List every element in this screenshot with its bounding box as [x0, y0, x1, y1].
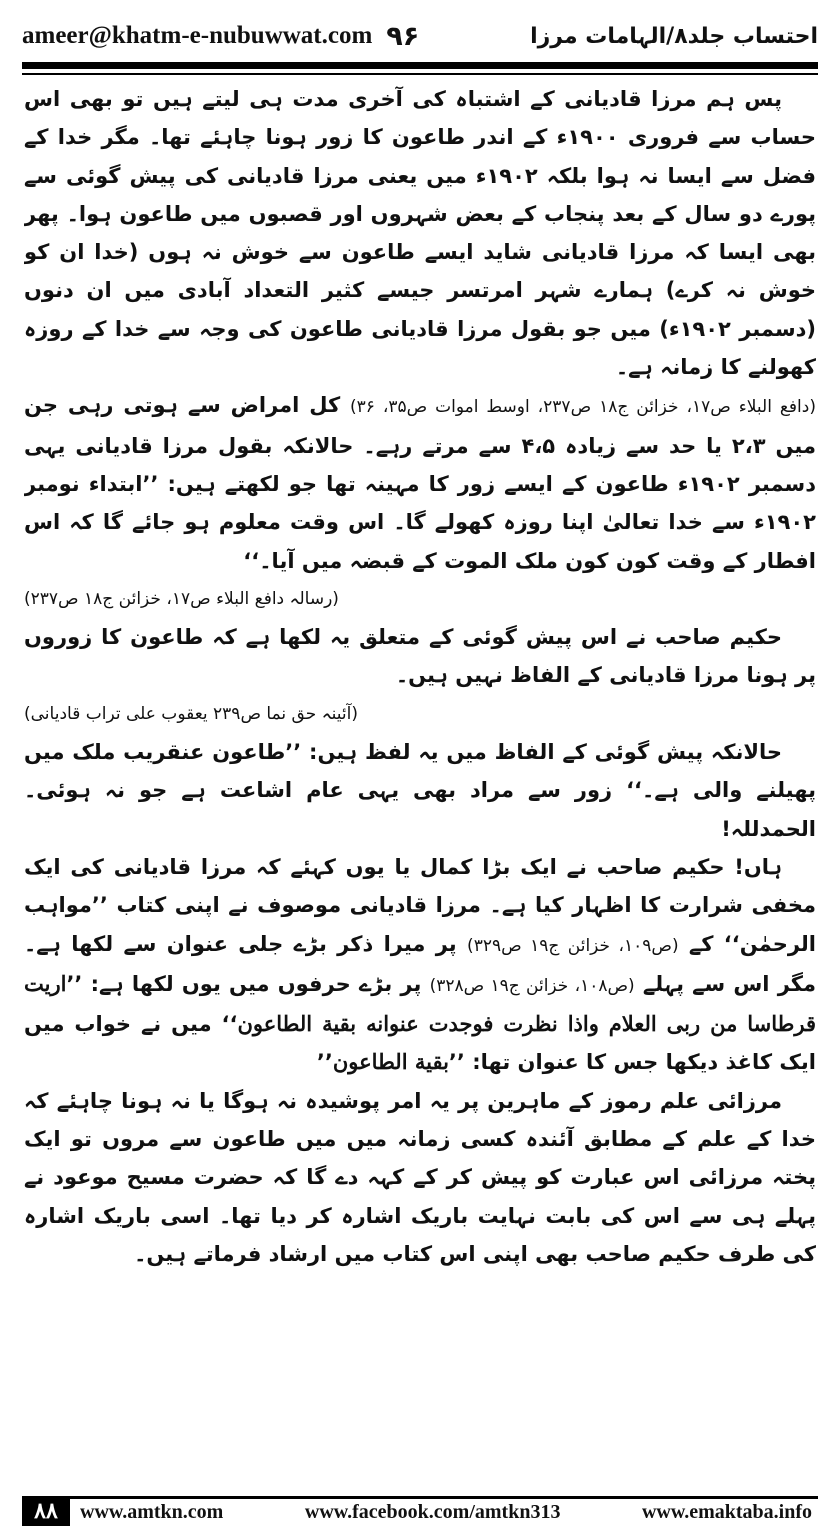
footer-links [70, 1496, 818, 1526]
header-email: ameer@khatm-e-nubuwwat.com [22, 22, 373, 49]
paragraph-2 [24, 386, 816, 579]
citation-3: (آئینہ حق نما ص۲۳۹ یعقوب علی تراب قادیانی) [24, 703, 358, 724]
header-rule-thin [22, 73, 818, 75]
page-header [22, 14, 818, 58]
reference-line-1 [24, 580, 816, 618]
document-body [24, 80, 816, 1470]
citation-5: (ص۱۰۸، خزائن ج۱۹ ص۳۲۸) [429, 975, 635, 996]
header-rule-thick [22, 62, 818, 69]
page-footer [22, 1496, 818, 1526]
citation-2: (رسالہ دافع البلاء ص۱۷، خزائن ج۱۸ ص۲۳۷) [24, 588, 339, 609]
paragraph-1: پس ہم مرزا قادیانی کے اشتباہ کی آخری مدت ہی لیتے ہیں تو بھی اس حساب سے فروری ۱۹۰۰ء کے اندر طاعون کا زور ہونا چاہئے تھا۔ مگر خدا کے فضل سے ایسا نہ ہوا بلکہ ۱۹۰۲ء میں یعنی مرزا قادیانی کی پیش گوئی سے پورے دو سال کے بعد پنجاب کے بعض شہروں اور قصبوں میں طاعون ہوا۔ پھر بھی ایسا کہ مرزا قادیانی شاید ایسے طاعون سے خوش نہ ہوں (خدا ان کو خوش نہ کرے) ہمارے شہر امرتسر جیسے کثیر التعداد آبادی میں ان دنوں (دسمبر ۱۹۰۲ء) میں جو بقول مرزا قادیانی طاعون کی وجہ سے خدا کے روزہ کھولنے کا زمانہ ہے۔ [24, 87, 816, 380]
header-left [22, 21, 419, 52]
footer-link-facebook[interactable]: www.facebook.com/amtkn313 [304, 1501, 561, 1523]
book-title: احتساب جلد۸/الہامات مرزا [530, 23, 818, 49]
citation-4: (ص۱۰۹، خزائن ج۱۹ ص۳۲۹) [467, 935, 679, 956]
paragraph-6: مرزائی علم رموز کے ماہرین پر یہ امر پوشیدہ نہ ہوگا یا نہ ہونا چاہئے کہ خدا کے علم کے مطابق آئندہ کسی زمانہ میں میں طاعون سے مروں تو ایک پختہ مرزائی اس عبارت کو پیش کر کے کہہ دے گا کہ حضرت مسیح موعود نے پہلے ہی سے اس کی بابت نہایت باریک اشارہ کر دیا تھا۔ اسی باریک اشارہ کی طرف حکیم صاحب بھی اپنی اس کتاب میں ارشاد فرماتے ہیں۔ [24, 1088, 816, 1266]
footer-link-emaktaba[interactable]: www.emaktaba.info [641, 1501, 812, 1523]
paragraph-5-text-a: ہاں! حکیم صاحب نے ایک بڑا کمال یا یوں کہئے کہ مرزا قادیانی کی ایک مخفی شرارت کا اظہار کیا ہے۔ مرزا قادیانی موصوف نے اپنی کتاب ’’مواہب الرحمٰن‘‘ کے [24, 854, 816, 956]
page-number: ۹۶ [386, 20, 420, 52]
footer-page-label: ۸۸ [22, 1496, 70, 1526]
paragraph-5: ہاں! حکیم صاحب نے ایک بڑا کمال یا یوں کہئے کہ مرزا قادیانی کی ایک مخفی شرارت کا اظہار کیا ہے۔ مرزا قادیانی موصوف نے اپنی کتاب ’’مواہب الرحمٰن‘‘ کے (ص۱۰۹، خزائن ج۱۹ ص۳۲۹) پر میرا ذکر بڑے جلی عنوان سے لکھا ہے۔ مگر اس سے پہلے (ص۱۰۸، خزائن ج۱۹ ص۳۲۸) پر بڑے حرفوں میں یوں لکھا ہے: ’’اریت قرطاسا من ربی العلام واذا نظرت فوجدت عنوانه بقیة الطاعون‘‘ میں نے خواب میں ایک کاغذ دیکھا جس کا عنوان تھا: ’’بقیة الطاعون’’ [24, 854, 816, 1075]
arabic-title: بقیة الطاعون [332, 1049, 449, 1075]
paragraph-3: حکیم صاحب نے اس پیش گوئی کے متعلق یہ لکھا ہے کہ طاعون کا زوروں پر ہونا مرزا قادیانی کے الفاظ نہیں ہیں۔ [24, 625, 816, 688]
paragraph-5-text-d: ‘‘ میں نے خواب میں ایک کاغذ دیکھا جس کا عنوان تھا: ’’ [24, 1012, 816, 1075]
footer-link-amtkn[interactable]: www.amtkn.com [80, 1501, 224, 1523]
reference-line-2 [24, 695, 816, 733]
paragraph-2-text: کل امراض سے ہوتی رہی جن میں ۲،۳ یا حد سے زیادہ ۴،۵ سے مرتے رہے۔ حالانکہ بقول مرزا قادیانی یہی دسمبر ۱۹۰۲ء طاعون کے ایسے زور کا مہینہ تھا جو لکھتے ہیں: ’’ابتداء نومبر ۱۹۰۲ء سے خدا تعالیٰ اپنا روزہ کھولے گا۔ اس وقت معلوم ہو جائے گا کہ اس افطار کے وقت کون کون ملک الموت کے قبضہ میں آیا۔‘‘ [24, 393, 816, 573]
arabic-quote: اریت قرطاسا من ربی العلام واذا نظرت فوجدت عنوانه بقیة الطاعون [24, 970, 816, 1037]
paragraph-4: حالانکہ پیش گوئی کے الفاظ میں یہ لفظ ہیں: ’’طاعون عنقریب ملک میں پھیلنے والی ہے۔‘‘ زور سے مراد بھی یہی عام اشاعت ہے جو نہ ہوئی۔ الحمدللہ! [24, 740, 816, 841]
paragraph-5-text-b: پر میرا ذکر بڑے جلی عنوان سے لکھا ہے۔ مگر اس سے پہلے [24, 931, 816, 996]
citation-1: (دافع البلاء ص۱۷، خزائن ج۱۸ ص۲۳۷، اوسط اموات ص۳۵، ۳۶) [350, 397, 816, 418]
paragraph-5-text-c: پر بڑے حرفوں میں یوں لکھا ہے: ’’ [66, 971, 422, 996]
